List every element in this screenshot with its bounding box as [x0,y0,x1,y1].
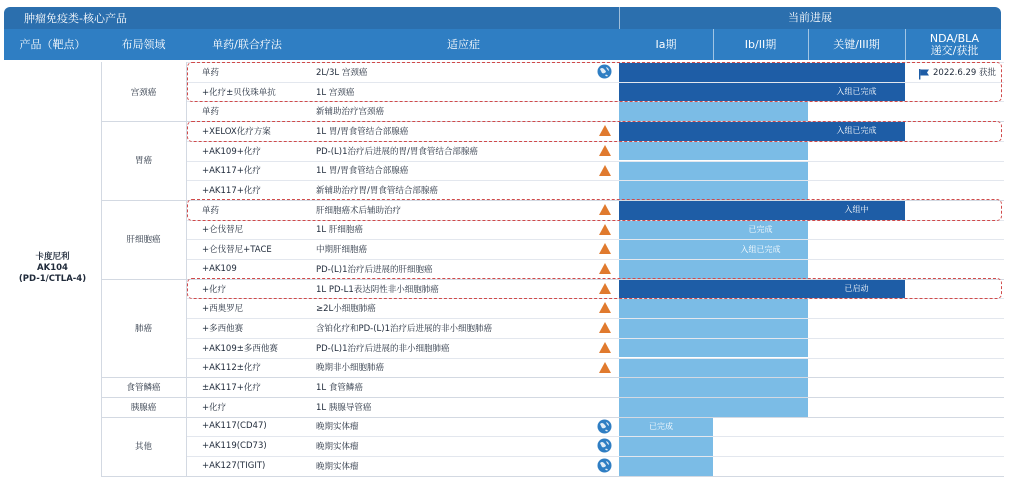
indication-cell: 1L 宫颈癌 [316,87,355,98]
indication-cell: PD-(L)1治疗后进展的非小细胞肺癌 [316,343,450,354]
therapy-cell: +AK109+化疗 [202,146,261,157]
indication-cell: 晚期非小细胞肺癌 [316,363,385,374]
progress-label: 已启动 [844,284,869,294]
therapy-cell: +AK109±多西他赛 [202,343,278,354]
group-divider [101,476,1004,477]
row-divider [186,436,1004,437]
progress-bar [619,319,808,338]
row-divider [186,318,1004,319]
indication-cell: 1L 胃/胃食管结合部腺癌 [316,166,409,177]
indication-area: 肺癌 [134,323,152,334]
header-nda: NDA/BLA 递交/获批 [929,31,980,57]
indication-cell: 1L 肝细胞癌 [316,225,363,236]
progress-label: 入组已完成 [836,126,877,136]
globe-icon [597,419,612,434]
row-divider [186,220,1004,221]
header-phase-3: 关键/III期 [833,37,880,51]
therapy-cell: +AK117+化疗 [202,166,261,177]
therapy-cell: +化疗 [202,402,227,413]
indication-cell: 晚期实体瘤 [316,442,359,453]
row-divider [186,141,1004,142]
progress-bar [619,260,808,279]
indication-area: 肝细胞癌 [126,235,161,246]
row-divider [186,338,1004,339]
row-divider [186,358,1004,359]
indication-cell: PD-(L)1治疗后进展的胃/胃食管结合部腺癌 [316,146,478,157]
globe-icon [597,458,612,473]
therapy-cell: 单药 [202,107,220,118]
therapy-cell: +AK127(TIGIT) [202,460,266,471]
therapy-cell: +AK119(CD73) [202,441,267,452]
indication-area: 其他 [134,442,152,453]
row-divider [186,239,1004,240]
therapy-cell: +化疗 [202,284,227,295]
progress-bar [619,102,808,121]
progress-label: 入组中 [844,205,869,215]
indication-area: 食管鳞癌 [126,383,161,394]
progress-bar [619,398,808,417]
therapy-cell: +AK109 [202,263,237,274]
indication-cell: 晚期实体瘤 [316,422,359,433]
warning-icon [599,263,611,274]
warning-icon [599,204,611,215]
indication-area: 宫颈癌 [130,87,157,98]
therapy-cell: +化疗±贝伐珠单抗 [202,87,276,98]
globe-icon [597,438,612,453]
row-divider [186,180,1004,181]
indication-cell: 2L/3L 宫颈癌 [316,67,368,78]
therapy-cell: +西奥罗尼 [202,304,244,315]
approval-date: 2022.6.29 获批 [933,67,996,78]
indication-cell: 肝细胞癌术后辅助治疗 [316,205,402,216]
therapy-cell: +仑伐替尼 [202,225,244,236]
progress-bar [619,457,713,476]
warning-icon [599,145,611,156]
therapy-cell: +XELOX化疗方案 [202,126,271,137]
progress-label: 入组已完成 [740,244,781,254]
progress-bar [619,339,808,358]
therapy-cell: +仑伐替尼+TACE [202,245,272,256]
header-area: 布局领域 [121,37,166,51]
header-phase-1a: Ia期 [655,37,677,51]
column-divider [186,62,187,476]
therapy-cell: +AK112±化疗 [202,363,261,374]
therapy-cell: +AK117(CD47) [202,421,267,432]
progress-bar [619,299,808,318]
header-product: 产品（靶点） [19,37,86,51]
indication-area: 胃癌 [134,156,152,167]
warning-icon [599,224,611,235]
indication-cell: 中期肝细胞癌 [316,245,368,256]
indication-cell: 晚期实体瘤 [316,461,359,472]
progress-bar [619,181,808,200]
indication-cell: 含铂化疗和PD-(L)1治疗后进展的非小细胞肺癌 [316,323,493,334]
row-divider [186,161,1004,162]
table-title: 肿瘤免疫类-核心产品 [24,12,127,25]
progress-bar [619,437,713,456]
progress-bar [619,359,808,378]
row-divider [186,456,1004,457]
therapy-cell: ±AK117+化疗 [202,383,261,394]
warning-icon [599,243,611,254]
progress-bar [619,63,905,82]
header-phase-1b2: Ib/II期 [744,37,777,51]
progress-bar [619,162,808,181]
indication-area: 胰腺癌 [130,402,157,413]
warning-icon [599,283,611,294]
warning-icon [599,322,611,333]
warning-icon [599,362,611,373]
indication-cell: 1L 胃/胃食管结合部腺癌 [316,126,409,137]
header-indication: 适应症 [447,37,480,51]
therapy-cell: 单药 [202,67,220,78]
indication-cell: 新辅助治疗宫颈癌 [316,107,385,118]
warning-icon [599,165,611,176]
therapy-cell: +多西他赛 [202,323,244,334]
indication-cell: 1L PD-L1表达阴性非小细胞肺癌 [316,284,439,295]
progress-bar [619,378,808,397]
group-divider [101,397,1004,398]
drug-name: 卡度尼利 AK104 (PD-1/CTLA-4) [18,252,87,285]
indication-cell: 1L 食管鳞癌 [316,383,363,394]
warning-icon [599,342,611,353]
therapy-cell: +AK117+化疗 [202,186,261,197]
warning-icon [599,302,611,313]
indication-cell: 新辅助治疗胃/胃食管结合部腺癌 [316,186,438,197]
globe-icon [597,64,612,79]
indication-cell: PD-(L)1治疗后进展的肝细胞癌 [316,264,433,275]
progress-label: 入组已完成 [836,87,877,97]
progress-label: 已完成 [748,224,773,234]
flag-icon [918,65,930,77]
progress-bar [619,142,808,161]
indication-cell: 1L 胰腺导管癌 [316,402,372,413]
progress-label: 已完成 [649,421,673,431]
row-divider [186,259,1004,260]
therapy-cell: 单药 [202,205,220,216]
progress-group-header: 当前进展 [788,11,832,24]
indication-cell: ≥2L小细胞肺癌 [316,304,376,315]
warning-icon [599,125,611,136]
header-therapy: 单药/联合疗法 [212,37,282,51]
